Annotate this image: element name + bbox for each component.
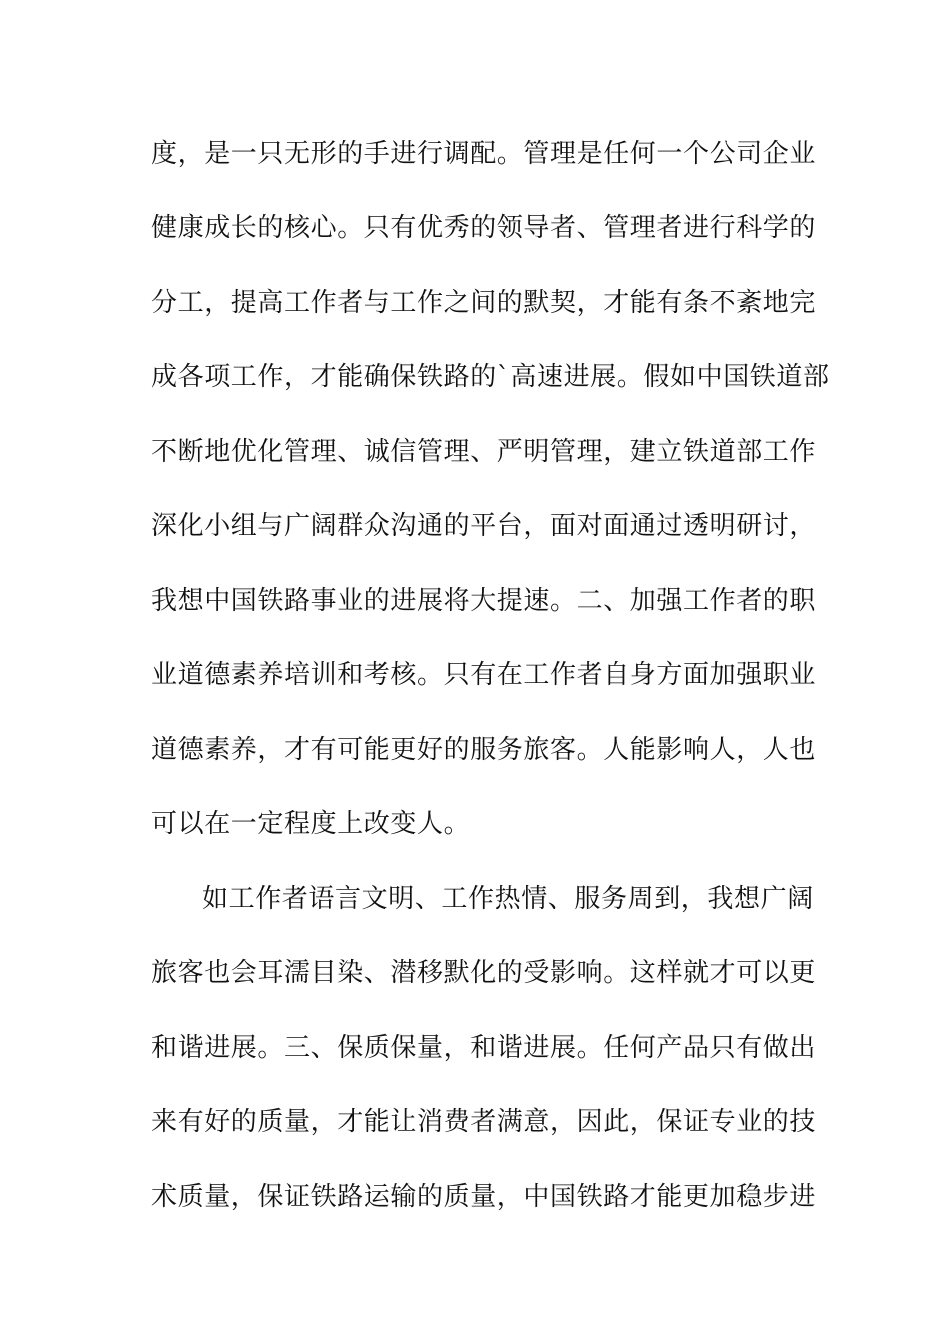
text-line: 健康成长的核心。只有优秀的领导者、管理者进行科学的 — [151, 213, 817, 243]
paragraph-first-line: 如工作者语言文明、工作热情、服务周到，我想广阔 — [202, 884, 814, 914]
text-line: 业道德素养培训和考核。只有在工作者自身方面加强职业 — [151, 660, 817, 690]
text-line: 术质量，保证铁路运输的质量，中国铁路才能更加稳步进 — [151, 1182, 817, 1212]
text-line: 成各项工作，才能确保铁路的`高速进展。假如中国铁道部 — [151, 362, 830, 392]
text-line: 深化小组与广阔群众沟通的平台，面对面通过透明研讨， — [151, 511, 817, 541]
text-line: 和谐进展。三、保质保量，和谐进展。任何产品只有做出 — [151, 1033, 817, 1063]
text-line: 分工，提高工作者与工作之间的默契，才能有条不紊地完 — [151, 288, 817, 318]
text-line: 我想中国铁路事业的进展将大提速。二、加强工作者的职 — [151, 586, 817, 616]
text-line: 来有好的质量，才能让消费者满意，因此，保证专业的技 — [151, 1107, 817, 1137]
text-line: 不断地优化管理、诚信管理、严明管理，建立铁道部工作 — [151, 437, 817, 467]
text-line: 可以在一定程度上改变人。 — [151, 809, 471, 839]
text-line: 道德素养，才有可能更好的服务旅客。人能影响人，人也 — [151, 735, 817, 765]
text-line: 旅客也会耳濡目染、潜移默化的受影响。这样就才可以更 — [151, 958, 817, 988]
text-line: 度，是一只无形的手进行调配。管理是任何一个公司企业 — [151, 139, 817, 169]
